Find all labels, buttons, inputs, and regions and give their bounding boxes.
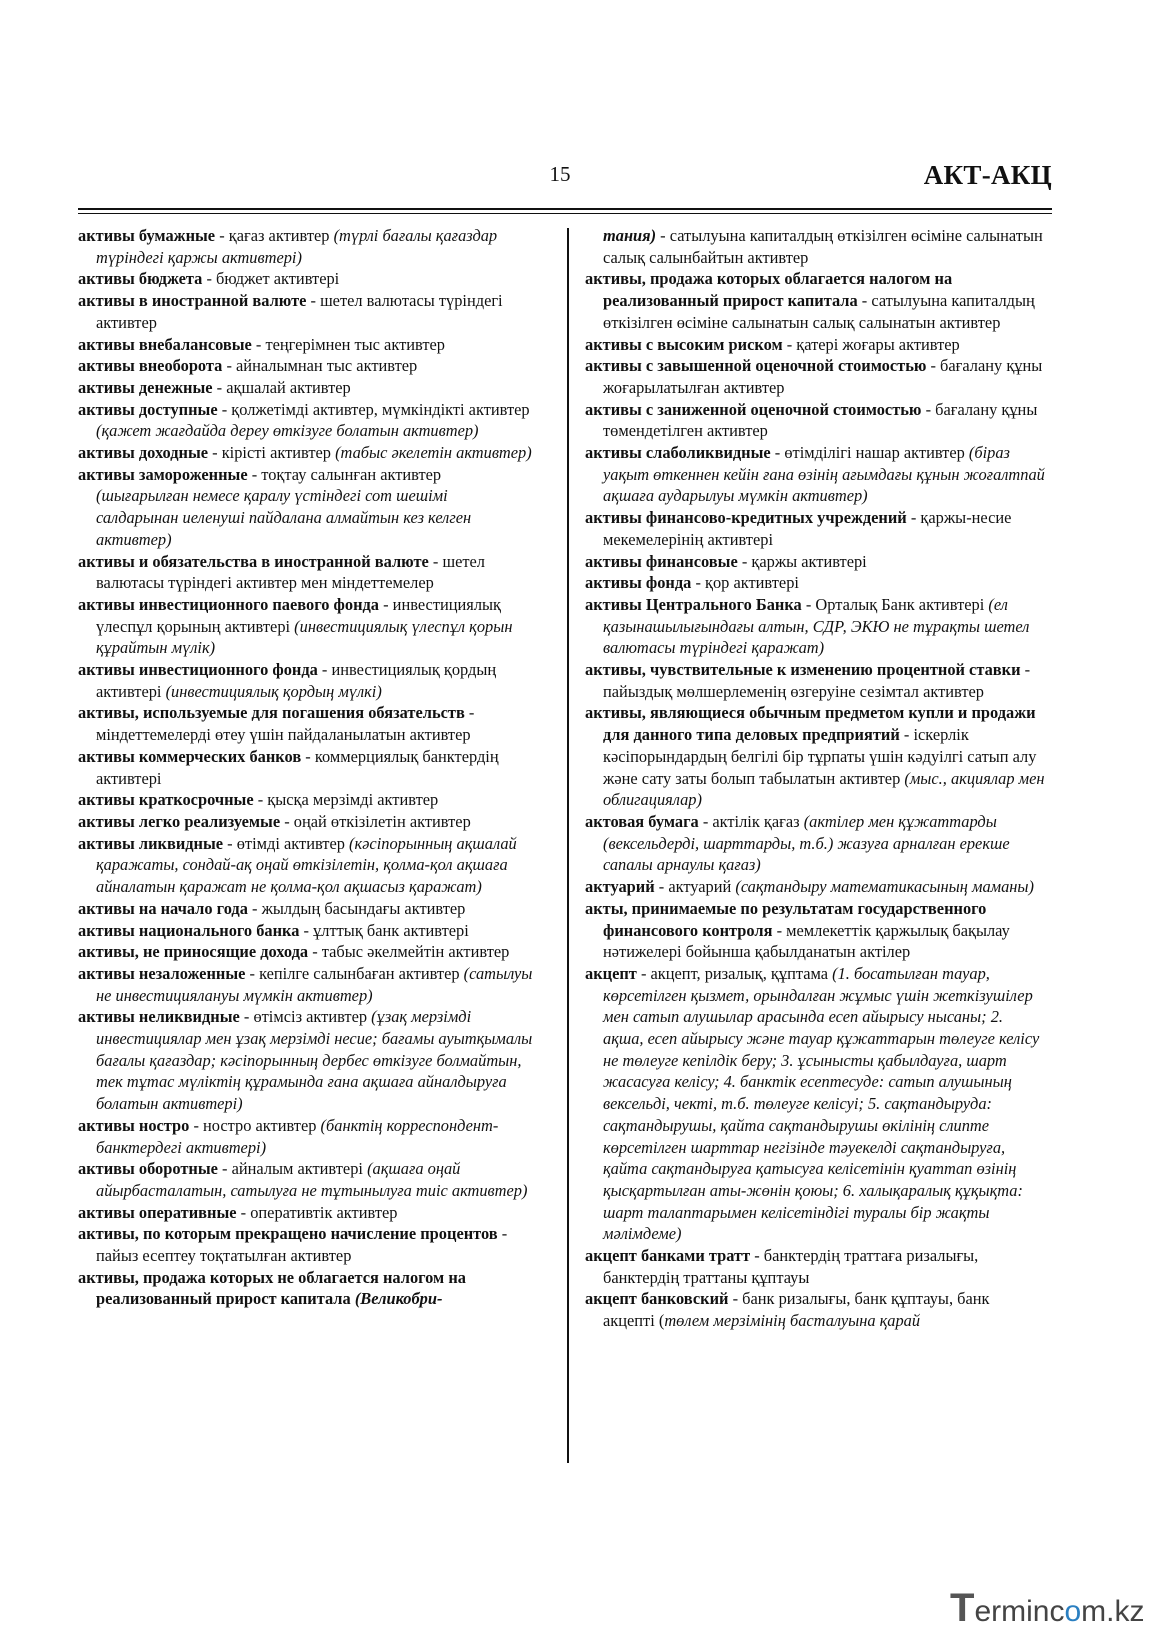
entry-term: активы финансово-кредитных учреждений <box>585 508 907 528</box>
entry-separator: - <box>772 920 787 940</box>
dictionary-entry <box>78 1006 534 1115</box>
entry-separator: - <box>857 291 872 311</box>
dictionary-entry <box>585 399 1045 442</box>
entry-separator: - <box>728 1289 743 1309</box>
entry-separator: - <box>926 356 941 376</box>
entry-separator: - <box>906 508 921 528</box>
header-rule-thick <box>78 208 1052 210</box>
entry-term: активы инвестиционного паевого фонда <box>78 594 380 614</box>
dictionary-entry <box>78 399 534 442</box>
entry-term: активы краткосрочные <box>78 790 254 810</box>
dictionary-entry <box>585 507 1045 550</box>
entry-term: активы, чувствительные к изменению процентной ставки <box>585 660 1021 680</box>
entry-definition: актілік қағаз <box>712 811 804 831</box>
terminco-logo <box>950 1588 1144 1628</box>
entry-separator: - <box>253 790 268 810</box>
right-column <box>585 225 1045 1332</box>
entry-term: активы на начало года <box>78 898 248 918</box>
entry-definition: кірісті активтер <box>221 443 336 463</box>
dictionary-entry <box>78 334 534 356</box>
dictionary-entry <box>585 659 1045 702</box>
entry-definition: ұлттық банк активтері <box>313 920 469 940</box>
entry-term: активы денежные <box>78 377 213 397</box>
entry-separator: - <box>801 594 816 614</box>
entry-separator: - <box>239 1007 254 1027</box>
entry-separator: - <box>301 746 315 766</box>
entry-definition: банк ризалығы, банк құптауы, банк акцепті ( <box>603 1289 990 1331</box>
dictionary-entry <box>78 442 534 464</box>
dictionary-entry <box>585 355 1045 398</box>
entry-definition: ностро активтер <box>203 1115 321 1135</box>
entry-separator: - <box>280 811 294 831</box>
entry-separator: - <box>308 942 322 962</box>
entry-separator: - <box>691 573 706 593</box>
entry-separator: - <box>464 703 475 723</box>
entry-note: (біраз уақыт өткеннен кейін ғана өзінің ағымдағы құнын жоғалтпай ақшаға аударылуы мүмкін активтер) <box>603 443 1045 506</box>
entry-definition: банктердің траттаға ризалығы, банктердің траттаны құптауы <box>603 1246 979 1287</box>
entry-term: активы незаложенные <box>78 963 246 983</box>
dictionary-entry <box>78 789 534 811</box>
entry-term: активы инвестиционного фонда <box>78 660 318 680</box>
dictionary-entry <box>585 334 1045 356</box>
entry-term: активы неликвидные <box>78 1007 240 1027</box>
entry-term: активы доступные <box>78 399 218 419</box>
entry-note: (қажет жағдайда дереу өткізуге болатын активтер) <box>96 421 479 441</box>
entry-note: (сақтандыру математикасының маманы) <box>735 877 1034 897</box>
entry-definition: іскерлік кәсіпорындардың белгілі бір тұрпаты үшін кәдуілгі сатып алу және сату заты болып табылатын активтер <box>603 725 1037 788</box>
dictionary-entry <box>585 702 1045 811</box>
dictionary-entry <box>78 898 534 920</box>
entry-term: активы бюджета <box>78 269 203 289</box>
entry-separator: - <box>189 1115 204 1135</box>
entry-term: активы бумажные <box>78 226 216 245</box>
entry-separator: - <box>236 1202 251 1222</box>
entry-note: (табыс әкелетін активтер) <box>335 443 532 463</box>
entry-term: активы и обязательства в иностранной валюте <box>78 551 429 571</box>
entry-definition: бағалану құны жоғарылатылған активтер <box>603 356 1043 397</box>
dictionary-entry <box>78 464 534 551</box>
entry-separator: - <box>217 1159 232 1179</box>
dictionary-entry <box>78 355 534 377</box>
column-divider <box>567 228 569 1463</box>
entry-definition: ақшалай активтер <box>226 377 351 397</box>
entry-separator: - <box>222 356 237 376</box>
entry-term: активы, продажа которых не облагается налогом на реализованный прирост капитала <box>78 1267 466 1309</box>
dictionary-entry <box>78 1223 534 1266</box>
entry-definition: теңгерімнен тыс активтер <box>265 334 445 354</box>
dictionary-entry <box>78 746 534 789</box>
entry-separator: - <box>654 877 669 897</box>
entry-term: акты, принимаемые по результатам государственного финансового контроля <box>585 898 987 940</box>
entry-note: (ұзақ мерзімді инвестициялар мен ұзақ мерзімді несие; бағамы ауытқымалы бағалы қағаздар; кәсіпорынның дербес өткізуге болмайтын, тек тұтас мүліктің құрамында ғана ақшаға айналдыруға болатын активтері) <box>96 1007 533 1114</box>
dictionary-entry <box>78 941 534 963</box>
dictionary-entry <box>585 963 1045 1245</box>
entry-definition: пайыз есептеу тоқтатылған активтер <box>96 1246 352 1266</box>
entry-note: (банктің корреспондент-банктердегі активтері) <box>96 1115 499 1157</box>
entry-definition: қолжетімді активтер, мүмкіндікті активтер <box>231 399 530 419</box>
entry-term: активы Центрального Банка <box>585 594 802 614</box>
entry-separator: - <box>770 443 785 463</box>
entry-term: активы внебалансовые <box>78 334 252 354</box>
entry-definition: бюджет активтері <box>216 269 340 289</box>
entry-separator: - <box>247 464 262 484</box>
entry-note: (ақшаға оңай айырбасталатын, сатылуға не тұтынылуға тиіс активтер) <box>96 1159 528 1200</box>
dictionary-entry <box>78 702 534 745</box>
entry-term: активы, являющиеся обычным предметом купли и продажи для данного типа деловых предприятий <box>585 703 1036 745</box>
entry-term: активы с завышенной оценочной стоимостью <box>585 356 927 376</box>
entry-definition: табыс әкелмейтін активтер <box>321 942 510 962</box>
dictionary-entry <box>78 833 534 898</box>
logo-accent-o: o <box>1064 1595 1082 1628</box>
entry-separator: - <box>899 725 914 745</box>
entry-separator: - <box>636 963 651 983</box>
entry-definition: Орталық Банк активтері <box>815 594 989 614</box>
entry-definition: сатылуына капиталдың өткізілген өсіміне салынатын салық салынатын активтер <box>603 291 1035 332</box>
entry-term: актовая бумага <box>585 811 699 831</box>
entry-definition: айналым активтері <box>231 1159 368 1179</box>
dictionary-entry <box>585 876 1045 898</box>
entry-separator: - <box>1020 660 1031 680</box>
entry-note: (1. босатылған тауар, көрсетілген қызмет, орындалған жұмыс үшін жеткізушілер мен сатып алушылар арасында есеп айырысу нысаны; 2. ақша, есеп айырысу және тауар құжаттарын төлеуге келісу не төлеуге кепілдік беру; 3. ұсынысты қабылдауға, шарт жасасуға келісу; 4. банктік есептесуде: сатып алушының вексельді, чекті, т.б. төлеуге келісуі; 5. сақтандыруда: сақтандырушы, қайта сақтандырушы өкілінің слипте көрсетілген шарттар негізінде тәуекелді сақтандыруға, қайта сақтандыруға қатысуға келісетінін қуаттап өзінің қысқартылған аты-жөнін қоюы; 6. халықаралық құқықта: шарт талаптарымен келісетіндігі туралы бір жақты мәлімдеме) <box>603 963 1040 1244</box>
entry-separator: - <box>247 898 262 918</box>
entry-definition: инвестициялық қордың активтері <box>96 660 497 701</box>
entry-term: активы оборотные <box>78 1159 218 1179</box>
entry-term: активы, продажа которых облагается налогом на реализованный прирост капитала <box>585 269 953 311</box>
entry-term: активы коммерческих банков <box>78 746 302 766</box>
entry-separator: - <box>737 551 752 571</box>
dictionary-entry-continuation <box>585 225 1045 268</box>
dictionary-entry <box>78 1267 534 1310</box>
entry-term: активы в иностранной валюте <box>78 291 307 311</box>
entry-term: активы внеоборота <box>78 356 223 376</box>
entry-note: (актілер мен құжаттарды (вексельдерді, шарттарды, т.б.) жазуға арналған ерекше сапалы арнаулы қағаз) <box>603 811 1010 875</box>
entry-definition: өтімді активтер <box>236 833 350 853</box>
entry-term: акцепт <box>585 963 637 983</box>
entry-note: (ел қазынашылығындағы алтын, СДР, ЭКЮ не тұрақты шетел валютасы түріндегі қаражат) <box>603 594 1030 658</box>
entry-note: (инвестициялық үлеспұл қорын құрайтын мүлік) <box>96 616 513 658</box>
entry-definition: айналымнан тыс активтер <box>236 356 418 376</box>
dictionary-entry <box>78 811 534 833</box>
dictionary-entry <box>585 551 1045 573</box>
entry-definition: қор активтері <box>705 573 799 593</box>
entry-term: акцепт банками тратт <box>585 1246 751 1266</box>
entry-term: акцепт банковский <box>585 1289 729 1309</box>
entry-definition: тоқтау салынған активтер <box>261 464 442 484</box>
left-column <box>78 225 534 1310</box>
entry-separator: - <box>208 443 222 463</box>
entry-term: активы, используемые для погашения обязательств <box>78 703 465 723</box>
entry-separator: - <box>750 1246 764 1266</box>
dictionary-entry <box>78 377 534 399</box>
dictionary-entry <box>78 963 534 1006</box>
entry-note: (шығарылған немесе қаралу үстіндегі сот шешімі салдарынан иеленуші пайдалана алмайтын кез келген активтер) <box>96 486 472 549</box>
entry-definition: - сатылуына капиталдың өткізілген өсіміне салынатын салық салынбайтын активтер <box>603 226 1043 267</box>
logo-letter-t: T <box>950 1586 975 1630</box>
entry-definition: инвестициялық үлеспұл қорының активтері <box>96 594 501 636</box>
logo-text-a: erminc <box>974 1595 1065 1628</box>
entry-separator: - <box>217 399 232 419</box>
dictionary-entry <box>78 659 534 702</box>
entry-note: төлем мерзімінің басталуына қарай <box>664 1311 921 1331</box>
entry-separator: - <box>782 334 797 354</box>
entry-definition: акцепт, ризалық, құптама <box>650 963 833 983</box>
entry-term: активы оперативные <box>78 1202 237 1222</box>
entry-term: активы национального банка <box>78 920 300 940</box>
dictionary-entry <box>78 594 534 659</box>
entry-separator: - <box>428 551 443 571</box>
dictionary-entry <box>78 1158 534 1201</box>
header-rule-thin <box>78 213 1052 214</box>
dictionary-entry <box>78 920 534 942</box>
entry-definition: жылдың басындағы активтер <box>261 898 466 918</box>
page-number: 15 <box>549 162 571 186</box>
entry-definition: қысқа мерзімді активтер <box>267 790 439 810</box>
entry-term: активы с заниженной оценочной стоимостью <box>585 399 922 419</box>
entry-separator: - <box>379 594 393 614</box>
entry-definition: қатері жоғары активтер <box>796 334 960 354</box>
entry-term: активы с высоким риском <box>585 334 783 354</box>
entry-term: активы ликвидные <box>78 833 224 853</box>
entry-separator: - <box>223 833 237 853</box>
entry-term: активы финансовые <box>585 551 738 571</box>
entry-definition: шетел валютасы түріндегі активтер <box>96 291 503 332</box>
entry-separator: - <box>698 811 713 831</box>
entry-separator: - <box>921 399 936 419</box>
entry-separator: - <box>306 291 321 311</box>
entry-definition: коммерциялық банктердің активтері <box>96 746 499 788</box>
entry-definition: міндеттемелерді өтеу үшін пайдаланылатын активтер <box>96 725 471 745</box>
dictionary-entry <box>585 1245 1045 1288</box>
dictionary-entry <box>78 551 534 594</box>
dictionary-entry <box>78 1202 534 1224</box>
dictionary-entry <box>585 811 1045 876</box>
entry-separator: - <box>212 377 227 397</box>
entry-separator: - <box>251 334 266 354</box>
entry-definition: бағалану құны төмендетілген активтер <box>603 399 1038 441</box>
entry-separator: - <box>497 1224 508 1244</box>
dictionary-entry <box>78 225 534 268</box>
entry-separator: - <box>202 269 217 289</box>
dictionary-entry <box>585 572 1045 594</box>
entry-definition: қағаз активтер <box>228 226 334 245</box>
entry-definition: актуарий <box>668 877 736 897</box>
entry-term: активы замороженные <box>78 464 248 484</box>
entry-definition: шетел валютасы түріндегі активтер мен міндеттемелер <box>96 551 485 593</box>
entry-separator: - <box>245 963 260 983</box>
dictionary-entry <box>585 268 1045 333</box>
entry-term: активы, не приносящие дохода <box>78 942 309 962</box>
dictionary-entry <box>585 594 1045 659</box>
entry-note: (инвестициялық қордың мүлкі) <box>165 681 382 701</box>
entry-separator: - <box>299 920 314 940</box>
entry-term: активы фонда <box>585 573 692 593</box>
entry-definition: өтімділігі нашар активтер <box>784 443 969 463</box>
entry-separator: - <box>215 226 229 245</box>
entry-note: тания) <box>603 226 657 245</box>
entry-definition: қаржы-несие мекемелерінің активтері <box>603 508 1012 549</box>
logo-text-c: m.kz <box>1081 1595 1145 1628</box>
dictionary-entry <box>78 1115 534 1158</box>
entry-definition: өтімсіз активтер <box>253 1007 372 1027</box>
entry-definition: мемлекеттік қаржылық бақылау нәтижелері бойынша қабылданатын актілер <box>603 920 1010 962</box>
entry-term: активы легко реализуемые <box>78 811 281 831</box>
entry-term: активы ностро <box>78 1115 190 1135</box>
dictionary-entry <box>585 898 1045 963</box>
dictionary-entry <box>585 1288 1045 1331</box>
dictionary-entry <box>78 268 534 290</box>
entry-definition: оперативтік активтер <box>250 1202 398 1222</box>
entry-term: актуарий <box>585 877 655 897</box>
entry-note: (Великобри- <box>354 1289 443 1309</box>
entry-note: (кәсіпорынның ақшалай қаражаты, сондай-ақ оңай өткізілетін, қолма-қол ақшаға айналатын қаражат не қолма-қол ақшасыз қаражат) <box>96 833 517 897</box>
entry-definition: пайыздық мөлшерлеменің өзгеруіне сезімтал активтер <box>603 681 984 701</box>
entry-note: (сатылуы не инвестициялануы мүмкін активтер) <box>96 963 533 1005</box>
entry-definition: қаржы активтері <box>751 551 867 571</box>
dictionary-entry <box>78 290 534 333</box>
entry-term: активы доходные <box>78 443 209 463</box>
entry-definition: кепілге салынбаған активтер <box>259 963 464 983</box>
entry-definition: оңай өткізілетін активтер <box>293 811 471 831</box>
entry-term: активы слаболиквидные <box>585 443 771 463</box>
dictionary-entry <box>585 442 1045 507</box>
entry-separator: - <box>317 660 332 680</box>
running-head: АКТ-АКЦ <box>923 160 1052 190</box>
entry-note: (түрлі бағалы қағаздар түріндегі қаржы активтері) <box>96 226 498 267</box>
entry-note: (мыс., акциялар мен облигациялар) <box>603 768 1045 810</box>
entry-term: активы, по которым прекращено начисление процентов <box>78 1224 498 1244</box>
